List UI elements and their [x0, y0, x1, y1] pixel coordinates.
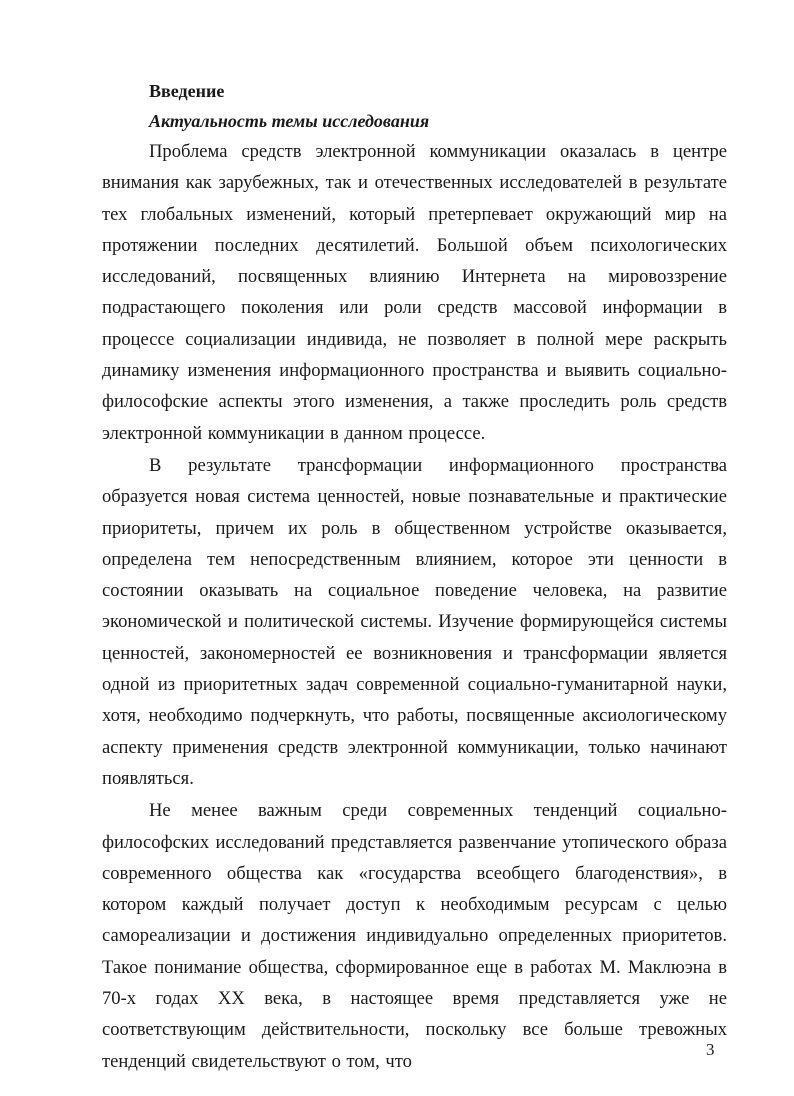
page-number: 3: [706, 1040, 715, 1059]
section-heading: Введение: [149, 81, 225, 101]
paragraph-3: Не менее важным среди современных тенденций социально-философских исследований представляется развенчание утопического образа современного общества как «государства всеобщего благоденствия», в котором каждый получает доступ к необходимым ресурсам с целью самореализации и достижения индивидуально определенных приоритетов. Такое понимание общества, сформированное еще в работах М. Маклюэна в 70-х годах XX века, в настоящее время представляется уже не соответствующим действительности, поскольку все больше тревожных тенденций свидетельствуют о том, что: [102, 800, 727, 1072]
document-page: [102, 78, 727, 1078]
paragraph-1: Проблема средств электронной коммуникации оказалась в центре внимания как зарубежных, так и отечественных исследователей в результате тех глобальных изменений, который претерпевает окружающий мир на протяжении последних десятилетий. Большой объем психологических исследований, посвященных влиянию Интернета на мировоззрение подрастающего поколения или роли средств массовой информации в процессе социализации индивида, не позволяет в полной мере раскрыть динамику изменения информационного пространства и выявить социально-философские аспекты этого изменения, а также проследить роль средств электронной коммуникации в данном процессе.: [102, 141, 727, 444]
paragraph-2: В результате трансформации информационного пространства образуется новая система ценностей, новые познавательные и практические приоритеты, причем их роль в общественном устройстве оказывается, определена тем непосредственным влиянием, которое эти ценности в состоянии оказывать на социальное поведение человека, на развитие экономической и политической системы. Изучение формирующейся системы ценностей, закономерностей ее возникновения и трансформации является одной из приоритетных задач современной социально-гуманитарной науки, хотя, необходимо подчеркнуть, что работы, посвященные аксиологическому аспекту применения средств электронной коммуникации, только начинают появляться.: [102, 454, 727, 789]
section-subheading: Актуальность темы исследования: [149, 111, 430, 131]
